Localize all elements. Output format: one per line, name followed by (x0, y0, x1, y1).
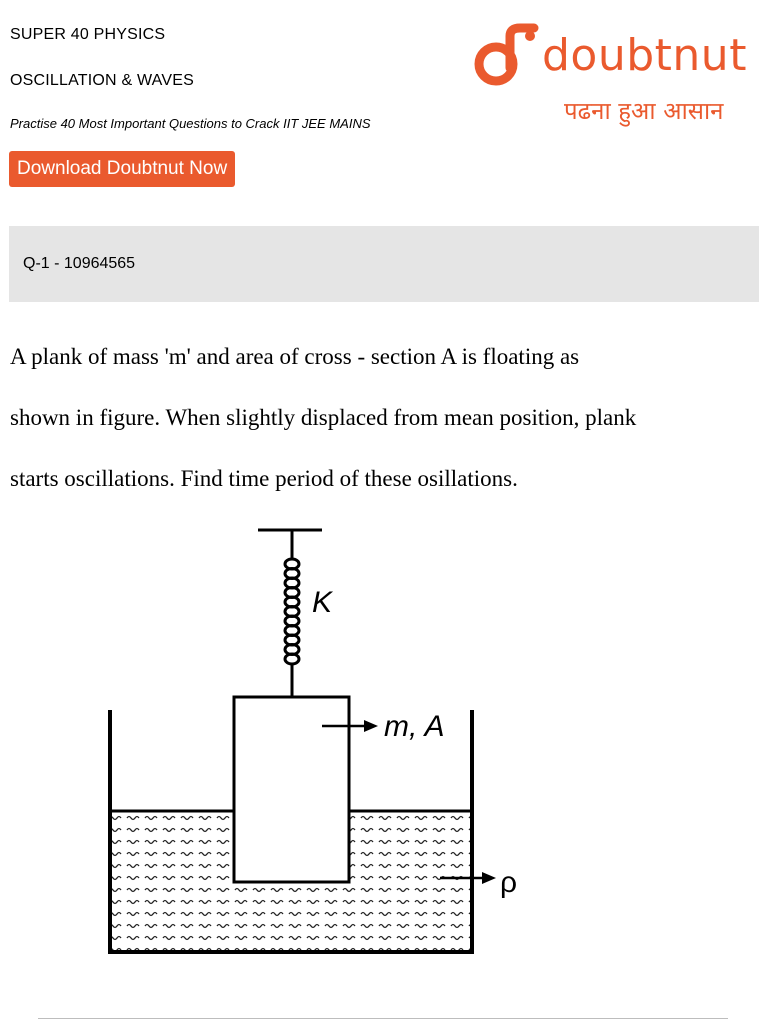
logo-wordmark: doubtnut (542, 30, 747, 81)
question-line: A plank of mass 'm' and area of cross - section A is floating as (10, 344, 580, 369)
arrowhead (482, 872, 496, 884)
tagline: Practise 40 Most Important Questions to Crack IIT JEE MAINS (10, 116, 371, 131)
logo-slogan: पढना हुआ आसान (564, 97, 724, 125)
block-mass-area-label: m, A (384, 710, 445, 743)
question-id-bar (9, 226, 759, 302)
spring-constant-label: K (312, 586, 333, 619)
bottom-divider (38, 1018, 728, 1019)
download-app-button[interactable]: Download Doubtnut Now (9, 151, 235, 187)
question-text (10, 326, 762, 509)
spring-coil (285, 654, 299, 664)
course-title: SUPER 40 PHYSICS (10, 26, 166, 43)
doubtnut-logo[interactable] (470, 22, 762, 132)
arrowhead (364, 720, 378, 732)
chapter-title: OSCILLATION & WAVES (10, 72, 194, 89)
question-line: starts oscillations. Find time period of these osillations. (10, 466, 518, 491)
doubtnut-logo-icon (470, 22, 542, 92)
density-label: ρ (500, 866, 518, 899)
question-id: Q-1 - 10964565 (23, 255, 136, 272)
spring (285, 559, 299, 664)
question-line: shown in figure. When slightly displaced from mean position, plank (10, 405, 637, 430)
physics-figure (0, 500, 768, 1000)
